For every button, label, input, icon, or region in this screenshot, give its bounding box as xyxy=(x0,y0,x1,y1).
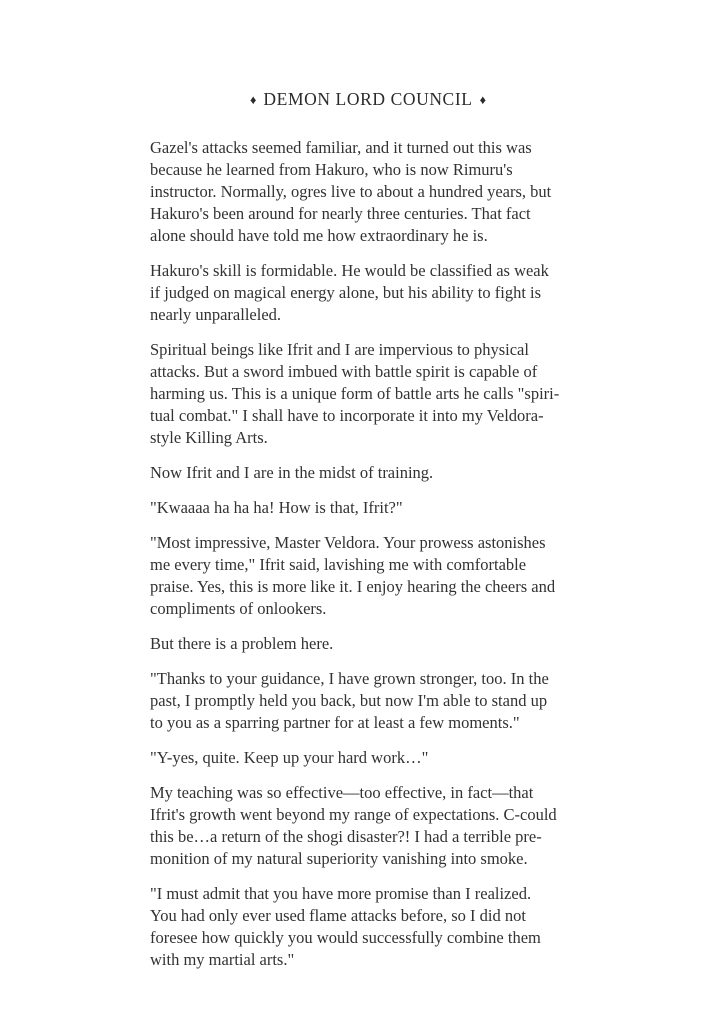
text-line: past, I promptly held you back, but now I'm able to stand up xyxy=(150,691,548,710)
text-line: attacks. But a sword imbued with battle spirit is capable of xyxy=(150,362,538,381)
text-line: nearly unparalleled. xyxy=(150,305,282,324)
paragraph xyxy=(150,883,620,971)
diamond-ornament-left-icon: ♦ xyxy=(250,92,257,107)
paragraph xyxy=(150,782,620,870)
paragraph xyxy=(150,532,620,620)
text-line: harming us. This is a unique form of battle arts he calls "spiri- xyxy=(150,384,560,403)
paragraph xyxy=(150,137,620,247)
text-line: "Thanks to your guidance, I have grown stronger, too. In the xyxy=(150,669,549,688)
text-line: with my martial arts." xyxy=(150,950,295,969)
text-line: alone should have told me how extraordinary he is. xyxy=(150,226,488,245)
text-line: style Killing Arts. xyxy=(150,428,268,447)
text-line: "I must admit that you have more promise than I realized. xyxy=(150,884,532,903)
text-line: Ifrit's growth went beyond my range of expectations. C-could xyxy=(150,805,557,824)
text-line: praise. Yes, this is more like it. I enjoy hearing the cheers and xyxy=(150,577,556,596)
text-line: this be…a return of the shogi disaster?! I had a terrible pre- xyxy=(150,827,542,846)
text-line: if judged on magical energy alone, but his ability to fight is xyxy=(150,283,542,302)
text-line: me every time," Ifrit said, lavishing me with comfortable xyxy=(150,555,527,574)
text-line: Hakuro's skill is formidable. He would be classified as weak xyxy=(150,261,549,280)
page-body xyxy=(150,137,620,984)
text-line: "Y-yes, quite. Keep up your hard work…" xyxy=(150,748,429,767)
text-line: foresee how quickly you would successfully combine them xyxy=(150,928,541,947)
paragraph xyxy=(150,497,620,519)
diamond-ornament-right-icon: ♦ xyxy=(479,92,486,107)
paragraph xyxy=(150,339,620,449)
paragraph xyxy=(150,747,620,769)
text-line: tual combat." I shall have to incorporate it into my Veldora- xyxy=(150,406,544,425)
text-line: "Kwaaaa ha ha ha! How is that, Ifrit?" xyxy=(150,498,403,517)
text-line: because he learned from Hakuro, who is now Rimuru's xyxy=(150,160,513,179)
paragraph xyxy=(150,260,620,326)
text-line: monition of my natural superiority vanishing into smoke. xyxy=(150,849,528,868)
paragraph xyxy=(150,462,620,484)
text-line: Hakuro's been around for nearly three centuries. That fact xyxy=(150,204,531,223)
chapter-title xyxy=(150,87,586,112)
text-line: But there is a problem here. xyxy=(150,634,334,653)
text-line: Now Ifrit and I are in the midst of training. xyxy=(150,463,434,482)
text-line: My teaching was so effective—too effective, in fact—that xyxy=(150,783,534,802)
text-line: "Most impressive, Master Veldora. Your prowess astonishes xyxy=(150,533,546,552)
text-line: compliments of onlookers. xyxy=(150,599,327,618)
text-line: You had only ever used flame attacks before, so I did not xyxy=(150,906,526,925)
text-line: to you as a sparring partner for at least a few moments." xyxy=(150,713,520,732)
paragraph xyxy=(150,633,620,655)
chapter-title-text: DEMON LORD COUNCIL xyxy=(263,89,473,109)
paragraph xyxy=(150,668,620,734)
text-line: Gazel's attacks seemed familiar, and it turned out this was xyxy=(150,138,532,157)
text-line: Spiritual beings like Ifrit and I are impervious to physical xyxy=(150,340,529,359)
text-line: instructor. Normally, ogres live to about a hundred years, but xyxy=(150,182,552,201)
